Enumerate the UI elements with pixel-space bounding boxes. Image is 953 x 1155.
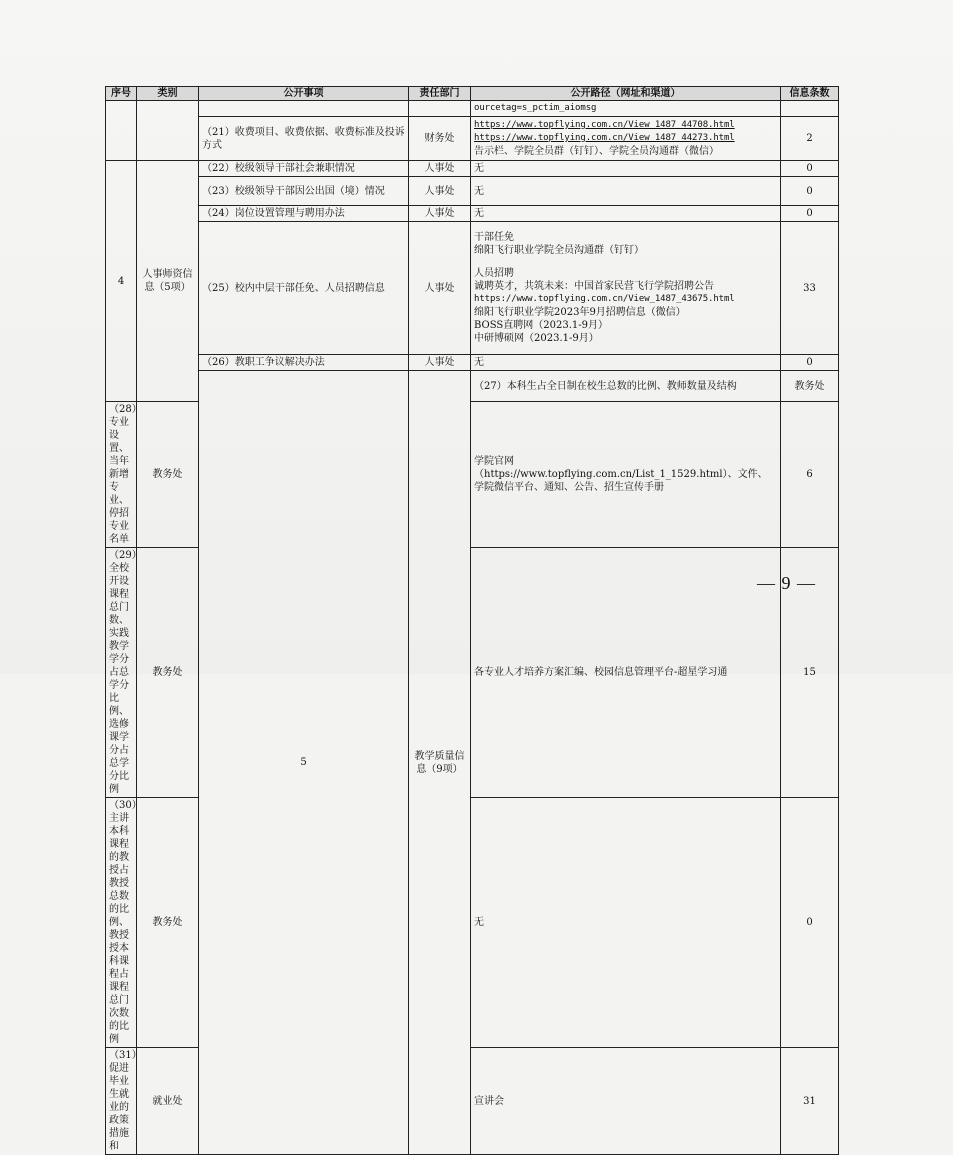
- dept-cell: 教务处: [781, 371, 839, 402]
- item-cell: （28）专业设置、当年新增专业、停招专业名单: [106, 402, 137, 548]
- table-row: [106, 117, 839, 161]
- count-cell: 0: [781, 206, 839, 222]
- dept-cell: 财务处: [409, 117, 471, 161]
- path-line: 人员招聘: [474, 268, 514, 279]
- table-row: [106, 177, 839, 206]
- header-count: 信息条数: [781, 87, 839, 101]
- dept-cell: 教务处: [137, 798, 199, 1048]
- group-category: 教学质量信息（9项）: [409, 371, 471, 1155]
- count-cell: 0: [781, 177, 839, 206]
- path-line: 中研博硕网（2023.1-9月）: [474, 333, 599, 344]
- path-cell: 无: [471, 206, 781, 222]
- item-cell: （26）教职工争议解决办法: [199, 355, 409, 371]
- item-cell: （25）校内中层干部任免、人员招聘信息: [199, 222, 409, 355]
- count-cell: 33: [781, 222, 839, 355]
- path-link[interactable]: https://www.topflying.com.cn/View_1487_43675.html: [474, 294, 735, 304]
- path-line: 绵阳飞行职业学院全员沟通群（钉钉）: [474, 245, 644, 256]
- path-cell: 无: [471, 355, 781, 371]
- path-line: （https://www.topflying.com.cn/List_1_1529.html）、文件、学院微信平台、通知、公告、招生宣传手册: [474, 469, 768, 493]
- path-line: 学院官网: [474, 456, 514, 467]
- path-text: 告示栏、学院全员群（钉钉）、学院全员沟通群（微信）: [474, 146, 719, 157]
- table-row: [106, 222, 839, 355]
- dept-cell: 人事处: [409, 355, 471, 371]
- path-cell: 无: [471, 798, 781, 1048]
- count-cell: 0: [781, 161, 839, 177]
- table-row: [106, 161, 839, 177]
- group-category: 人事师资信息（5项）: [137, 161, 199, 402]
- path-link[interactable]: https://www.topflying.com.cn/View_1487_44708.html: [474, 120, 735, 130]
- table-row: [106, 101, 839, 117]
- path-line: 干部任免: [474, 232, 514, 243]
- item-cell: （27）本科生占全日制在校生总数的比例、教师数量及结构: [471, 371, 781, 402]
- path-cell: 无: [471, 161, 781, 177]
- item-cell: （30）主讲本科课程的教授占教授总数的比例、教授授本科课程占课程总门次数的比例: [106, 798, 137, 1048]
- dept-cell: 就业处: [137, 1048, 199, 1155]
- count-cell: 0: [781, 355, 839, 371]
- page-number: — 9 —: [757, 573, 816, 593]
- dept-cell: 教务处: [137, 402, 199, 548]
- dept-cell: 人事处: [409, 222, 471, 355]
- header-path: 公开路径（网址和渠道）: [471, 87, 781, 101]
- item-cell: （22）校级领导干部社会兼职情况: [199, 161, 409, 177]
- group-no: 4: [106, 161, 137, 402]
- item-cell: （24）岗位设置管理与聘用办法: [199, 206, 409, 222]
- count-cell: 2: [781, 117, 839, 161]
- table-row: [106, 206, 839, 222]
- path-line: 诚聘英才，共筑未来：中国首家民营飞行学院招聘公告: [474, 281, 714, 292]
- table-row: [106, 371, 839, 402]
- table-row: [106, 355, 839, 371]
- path-cell: 各专业人才培养方案汇编、校园信息管理平台-超星学习通: [471, 548, 781, 798]
- header-item: 公开事项: [199, 87, 409, 101]
- header-dept: 责任部门: [409, 87, 471, 101]
- table-header-row: [106, 87, 839, 101]
- path-gap: [474, 257, 777, 267]
- path-cell: ourcetag=s_pctim_aiomsg: [471, 101, 781, 117]
- count-cell: 6: [781, 402, 839, 548]
- dept-cell: 教务处: [137, 548, 199, 798]
- path-line: BOSS直聘网（2023.1-9月）: [474, 320, 608, 331]
- path-cell: 宣讲会: [471, 1048, 781, 1155]
- path-line: 绵阳飞行职业学院2023年9月招聘信息（微信）: [474, 307, 686, 318]
- path-cell: 无: [471, 177, 781, 206]
- item-cell: （29）全校开设课程总门数、实践教学学分占总学分比例、选修课学分占总学分比例: [106, 548, 137, 798]
- item-cell: （23）校级领导干部因公出国（境）情况: [199, 177, 409, 206]
- item-cell: （21）收费项目、收费依据、收费标准及投诉方式: [199, 117, 409, 161]
- dept-cell: 人事处: [409, 177, 471, 206]
- dept-cell: 人事处: [409, 161, 471, 177]
- path-cell: [471, 402, 781, 548]
- header-no: 序号: [106, 87, 137, 101]
- count-cell: 15: [781, 548, 839, 798]
- count-cell: 31: [781, 1048, 839, 1155]
- item-cell: （31）促进毕业生就业的政策措施和: [106, 1048, 137, 1155]
- dept-cell: 人事处: [409, 206, 471, 222]
- path-link[interactable]: https://www.topflying.com.cn/View_1487_44273.html: [474, 133, 735, 143]
- group-no: 5: [199, 371, 409, 1155]
- path-cell: [471, 222, 781, 355]
- path-cell: [471, 117, 781, 161]
- header-category: 类别: [137, 87, 199, 101]
- disclosure-table: [105, 86, 839, 1155]
- count-cell: 0: [781, 798, 839, 1048]
